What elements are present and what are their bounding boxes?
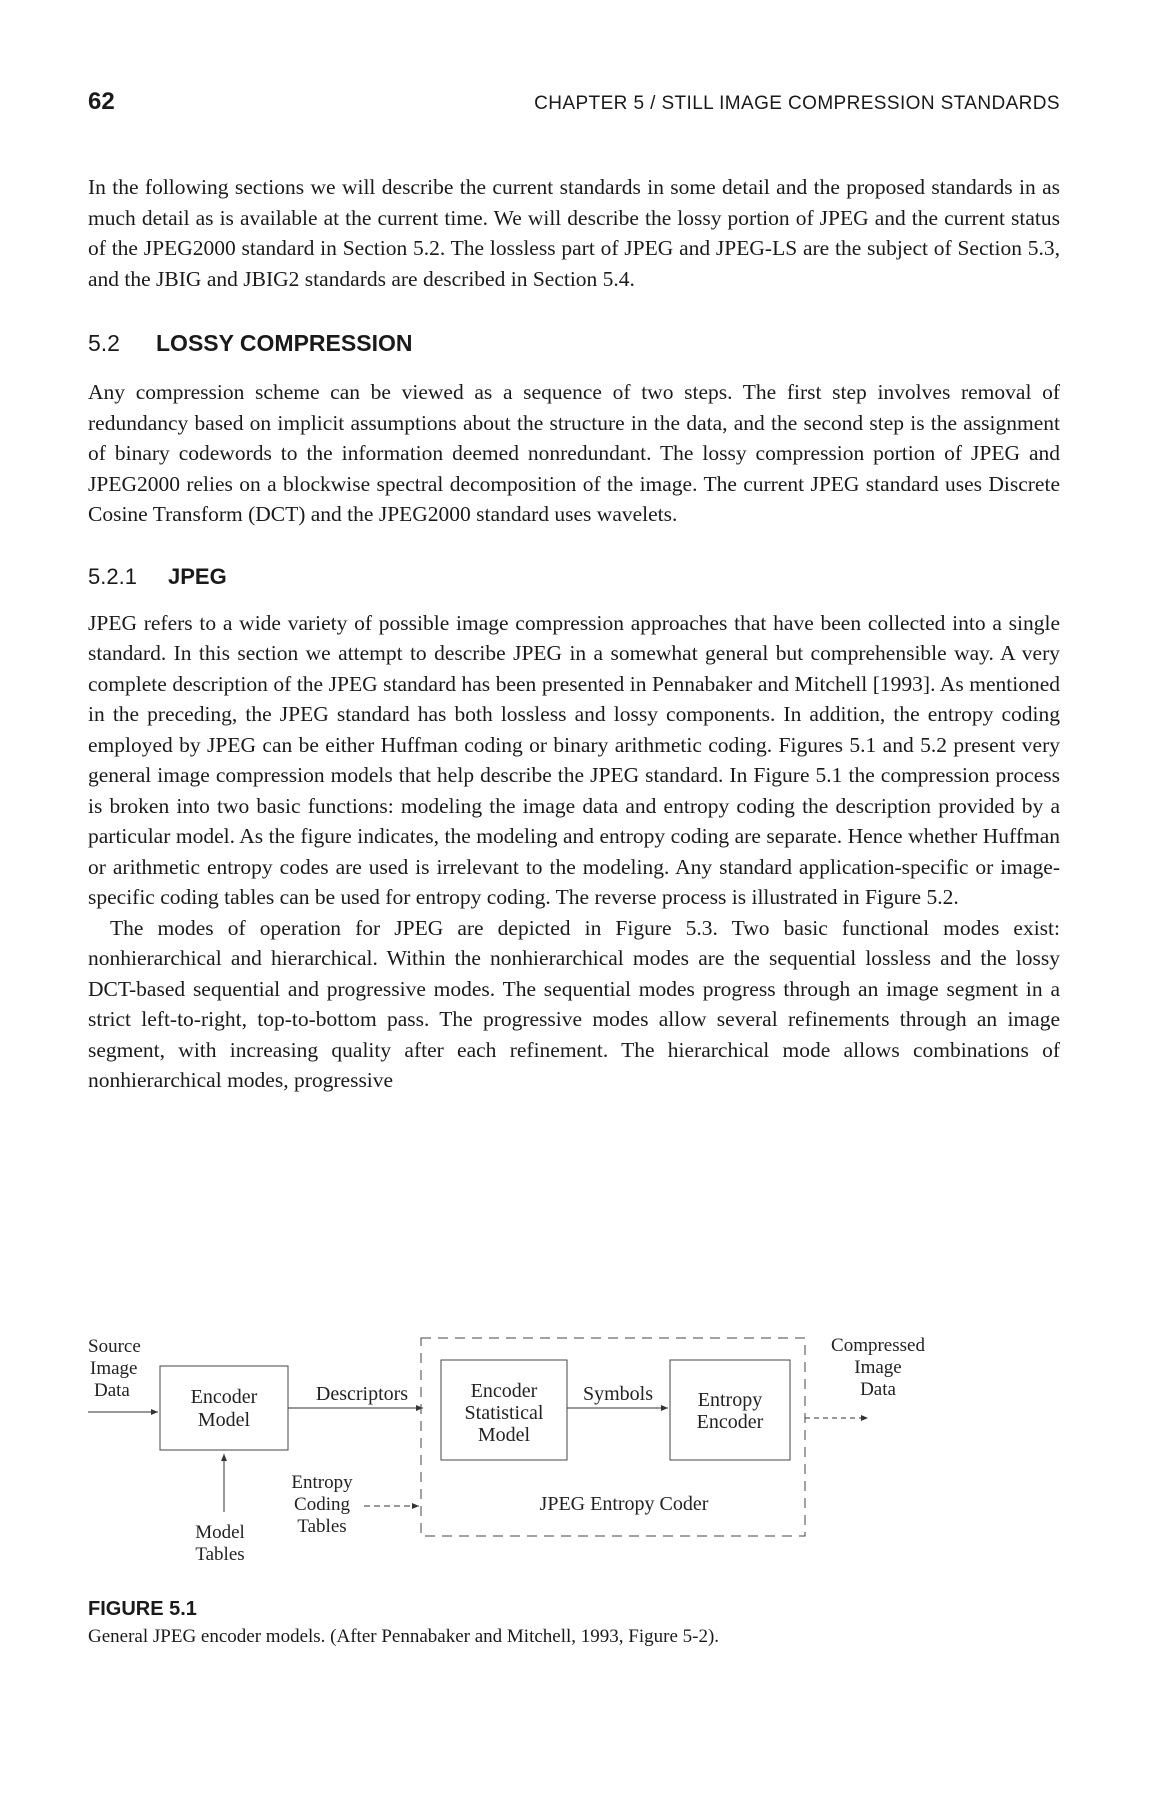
- intro-paragraph: In the following sections we will describe the current standards in some detail and the proposed standards in as much detail as is available at the current time. We will describe the lossy portion of JPEG and the current status of the JPEG2000 standard in Section 5.2. The lossless part of JPEG and JPEG-LS are the subject of Section 5.3, and the JBIG and JBIG2 standards are described in Section 5.4.: [88, 175, 1060, 291]
- model-tables-line-1: Model: [195, 1522, 245, 1543]
- figure-caption-text: General JPEG encoder models. (After Pennabaker and Mitchell, 1993, Figure 5-2).: [88, 1626, 720, 1647]
- section-title: LOSSY COMPRESSION: [156, 330, 413, 356]
- encoder-model-line-2: Model: [197, 1409, 251, 1431]
- encoder-model-line-1: Encoder: [190, 1386, 258, 1408]
- statistical-model-line-3: Model: [477, 1424, 531, 1446]
- source-label-line-3: Data: [94, 1380, 130, 1401]
- page-number: 62: [88, 88, 115, 115]
- entropy-encoder-line-1: Entropy: [697, 1389, 763, 1411]
- symbols-label: Symbols: [582, 1383, 654, 1405]
- page-header: [88, 88, 1060, 128]
- subsection-heading: [88, 564, 1060, 590]
- statistical-model-line-1: Encoder: [470, 1380, 538, 1402]
- page: [88, 88, 1060, 1647]
- coding-tables-line-1: Entropy: [291, 1472, 353, 1493]
- figure-5-1: [88, 1308, 1060, 1688]
- encoder-model-box: [160, 1366, 288, 1450]
- source-label-line-2: Image: [90, 1358, 138, 1379]
- coding-tables-line-3: Tables: [297, 1516, 347, 1537]
- section-paragraph: Any compression scheme can be viewed as a sequence of two steps. The first step involves removal of redundancy based on implicit assumptions about the structure in the data, and the second step is the assignment of binary codewords to the information deemed nonredundant. The lossy compression portion of JPEG and JPEG2000 relies on a blockwise spectral decomposition of the image. The current JPEG standard uses Discrete Cosine Transform (DCT) and the JPEG2000 standard uses wavelets.: [88, 380, 1060, 526]
- subsection-paragraph-2: The modes of operation for JPEG are depicted in Figure 5.3. Two basic functional modes exist: nonhierarchical and hierarchical. Within the nonhierarchical modes are the sequential lossless and the lossy DCT-based sequential and progressive modes. The sequential modes progress through an image segment in a strict left-to-right, top-to-bottom pass. The progressive modes allow several refinements through an image segment, with increasing quality after each refinement. The hierarchical mode allows combinations of nonhierarchical modes, progressive: [88, 915, 1060, 1092]
- descriptors-label: Descriptors: [315, 1383, 409, 1405]
- running-head: CHAPTER 5 / STILL IMAGE COMPRESSION STANDARDS: [534, 93, 1060, 114]
- compressed-label-line-3: Data: [860, 1379, 896, 1400]
- compressed-label-line-2: Image: [854, 1357, 902, 1378]
- jpeg-entropy-coder-label: JPEG Entropy Coder: [539, 1493, 709, 1515]
- encoder-diagram: [88, 1308, 1060, 1598]
- model-tables-line-2: Tables: [195, 1544, 245, 1565]
- section-number: 5.2: [88, 330, 120, 356]
- coding-tables-line-2: Coding: [294, 1494, 350, 1515]
- section-heading: [88, 330, 1060, 357]
- subsection-paragraph-1: JPEG refers to a wide variety of possible image compression approaches that have been collected into a single standard. In this section we attempt to describe JPEG in a somewhat general but comprehensible way. A very complete description of the JPEG standard has been presented in Pennabaker and Mitchell [1993]. As mentioned in the preceding, the JPEG standard has both lossless and lossy components. In addition, the entropy coding employed by JPEG can be either Huffman coding or binary arithmetic coding. Figures 5.1 and 5.2 present very general image compression models that help describe the JPEG standard. In Figure 5.1 the compression process is broken into two basic functions: modeling the image data and entropy coding the description provided by a particular model. As the figure indicates, the modeling and entropy coding are separate. Hence whether Huffman or arithmetic entropy codes are used is irrelevant to the modeling. Any standard application-specific or image-specific coding tables can be used for entropy coding. The reverse process is illustrated in Figure 5.2.: [88, 610, 1060, 909]
- entropy-encoder-line-2: Encoder: [696, 1411, 764, 1433]
- source-label-line-1: Source: [88, 1336, 141, 1357]
- subsection-title: JPEG: [168, 563, 227, 589]
- subsection-number: 5.2.1: [88, 563, 137, 589]
- statistical-model-line-2: Statistical: [464, 1402, 544, 1424]
- figure-caption-title: FIGURE 5.1: [88, 1598, 197, 1620]
- compressed-label-line-1: Compressed: [831, 1335, 925, 1356]
